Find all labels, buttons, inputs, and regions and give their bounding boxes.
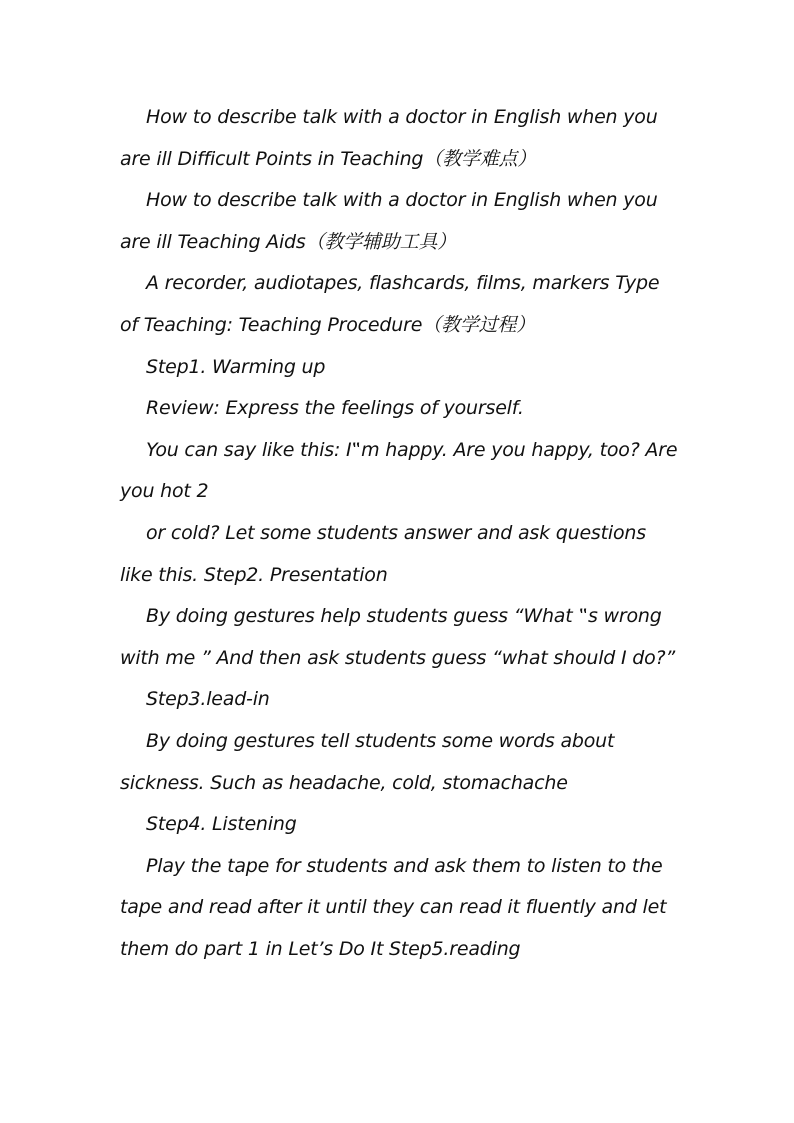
paragraph-review: Review: Express the feelings of yourself. (146, 397, 524, 420)
paragraph-step1-heading: Step1. Warming up (146, 355, 326, 378)
paragraph-difficult-points: How to describe talk with a doctor in English when you are ill Difficult Points in Teaching（教学难点） (120, 106, 658, 170)
paragraph-step3-heading: Step3.lead-in (146, 688, 270, 711)
paragraph-teaching-aids: How to describe talk with a doctor in English when you are ill Teaching Aids（教学辅助工具） (120, 189, 658, 253)
paragraph-students-answer: or cold? Let some students answer and ask questions like this. Step2. Presentation (120, 521, 646, 586)
paragraph-example-dialogue: You can say like this: I‟m happy. Are you happy, too? Are you hot 2 (120, 438, 678, 503)
paragraph-sickness-words: By doing gestures tell students some words about sickness. Such as headache, cold, stomachache (120, 729, 615, 794)
paragraph-step4-heading: Step4. Listening (146, 813, 297, 836)
document-body (120, 97, 680, 970)
paragraph-gestures-guess: By doing gestures help students guess “What ‟s wrong with me ” And then ask students guess “what should I do?” (120, 605, 676, 669)
paragraph-play-tape: Play the tape for students and ask them to listen to the tape and read after it until they can read it fluently and let them do part 1 in Let’s Do It Step5.reading (120, 854, 667, 960)
paragraph-teaching-procedure: A recorder, audiotapes, flashcards, films, markers Type of Teaching: Teaching Procedure（教学过程） (120, 272, 660, 336)
